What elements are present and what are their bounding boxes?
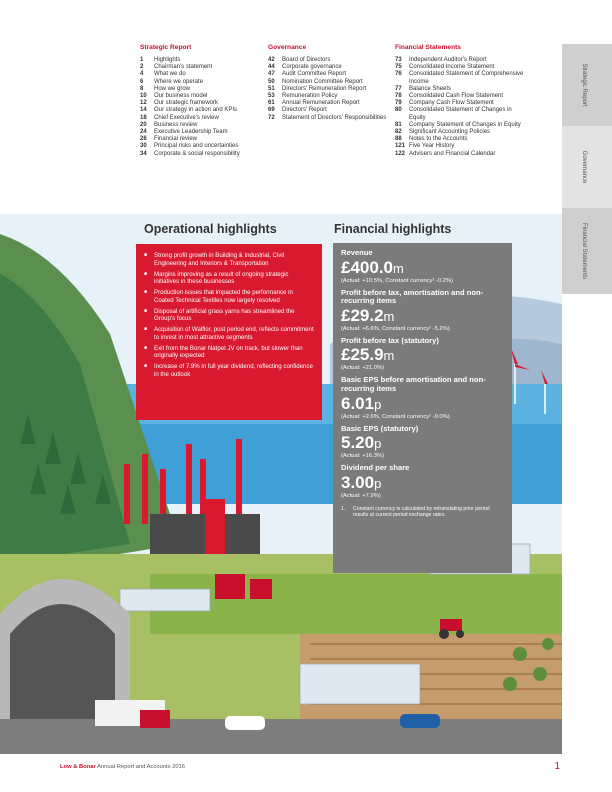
toc-label: Company Cash Flow Statement xyxy=(409,100,494,107)
toc-label: Where we operate xyxy=(154,78,204,85)
toc-label: What we do xyxy=(154,71,186,78)
financial-metric-value: 6.01 xyxy=(341,393,375,413)
field-band xyxy=(150,574,562,634)
operational-highlight-text: Strong profit growth in Building & Industrial, Civil Engineering and Interiors & Transportation xyxy=(154,252,285,267)
toc-label: Nomination Committee Report xyxy=(282,78,363,85)
financial-metric-value-line xyxy=(341,258,504,278)
operational-highlight-item xyxy=(144,363,314,378)
financial-metric-value-line xyxy=(341,394,504,414)
toc-item[interactable] xyxy=(140,93,262,100)
side-tab-governance[interactable] xyxy=(562,126,612,208)
toc-label: Principal risks and uncertainties xyxy=(154,143,239,150)
toc-item[interactable] xyxy=(268,115,396,122)
toc-page-number: 30 xyxy=(140,143,147,150)
factory-tower xyxy=(205,499,225,559)
bullet-icon: ■ xyxy=(144,307,148,314)
financial-metric-unit: p xyxy=(374,475,382,491)
financial-metric-change: (Actual: +10.5%, Constant currency¹ -0.2%) xyxy=(341,277,453,284)
financial-metric-unit: p xyxy=(374,396,382,412)
financial-highlights-list xyxy=(341,249,504,500)
toc-item[interactable] xyxy=(140,122,262,129)
constant-currency-note xyxy=(341,506,504,519)
bullet-icon: ■ xyxy=(144,363,148,370)
toc-label: Consolidated Statement of Changes in Equity xyxy=(409,107,512,121)
financial-metric-change: (Actual: +21.0%) xyxy=(341,365,385,372)
financial-highlight-item xyxy=(341,289,504,333)
toc-item[interactable] xyxy=(140,143,262,150)
bullet-icon: ■ xyxy=(144,252,148,258)
financial-metric-value-line xyxy=(341,345,504,365)
bullet-icon: ■ xyxy=(144,326,148,333)
toc-item[interactable] xyxy=(140,151,262,158)
tractor-wheel-2 xyxy=(456,630,464,638)
toc-governance-column xyxy=(268,44,396,122)
note-number: 1. xyxy=(341,505,346,512)
toc-governance-list xyxy=(268,57,396,122)
toc-item[interactable] xyxy=(268,64,396,71)
toc-page-number: 82 xyxy=(395,129,402,136)
toc-page-number: 34 xyxy=(140,150,147,157)
blue-car xyxy=(400,714,440,728)
white-car xyxy=(225,716,265,730)
toc-label: Our business model xyxy=(154,93,208,100)
toc-label: Highlights xyxy=(154,57,181,63)
toc-item[interactable] xyxy=(395,64,530,71)
toc-label: Our strategic framework xyxy=(154,100,219,107)
financial-metric-value: 3.00 xyxy=(341,472,375,492)
toc-page-number: 24 xyxy=(140,129,147,136)
side-tab-strategic[interactable] xyxy=(562,44,612,126)
operational-highlights-box xyxy=(136,244,322,420)
operational-highlight-item xyxy=(144,289,314,304)
toc-financial-list xyxy=(395,57,530,158)
side-tab-governance-label: Governance xyxy=(581,150,587,184)
financial-metric-value: £400.0 xyxy=(341,257,393,277)
financial-highlight-item xyxy=(341,337,504,373)
toc-financial-title: Financial Statements xyxy=(395,44,461,51)
toc-item[interactable] xyxy=(395,93,530,100)
toc-item[interactable] xyxy=(140,79,262,86)
toc-page-number: 6 xyxy=(140,78,144,85)
toc-page-number: 69 xyxy=(268,107,275,114)
toc-page-number: 80 xyxy=(395,107,402,114)
operational-highlight-text: Production issues that impacted the performance in Coated Technical Textiles now largely resolved xyxy=(154,289,293,304)
toc-governance-title: Governance xyxy=(268,44,307,51)
toc-item[interactable] xyxy=(268,93,396,100)
toc-label: Board of Directors xyxy=(282,57,331,63)
toc-page-number: 44 xyxy=(268,64,275,71)
toc-page-number: 51 xyxy=(268,85,275,92)
toc-strategic-list xyxy=(140,57,262,158)
toc-label: Chairman's statement xyxy=(154,64,213,71)
financial-highlight-item xyxy=(341,425,504,461)
financial-highlights-box xyxy=(333,243,512,573)
side-tab-financial[interactable] xyxy=(562,208,612,294)
toc-page-number: 81 xyxy=(395,121,402,128)
toc-label: Significant Accounting Policies xyxy=(409,129,491,136)
note-text: Constant currency is calculated by retranslating prior period results at current period exchange rates. xyxy=(353,505,490,519)
operational-highlight-text: Disposal of artificial grass yarns has streamlined the Group's focus xyxy=(154,307,295,323)
toc-page-number: 20 xyxy=(140,121,147,128)
operational-highlight-text: Exit from the Bonar Natpet JV on track, but slower than originally expected xyxy=(154,344,303,360)
red-barn xyxy=(215,574,245,599)
toc-item[interactable] xyxy=(140,86,262,93)
toc-label: Consolidated Income Statement xyxy=(409,64,495,71)
bullet-icon: ■ xyxy=(144,344,148,351)
toc-label: Executive Leadership Team xyxy=(154,129,228,136)
toc-page-number: 75 xyxy=(395,64,402,71)
toc-page-number: 122 xyxy=(395,150,406,157)
financial-metric-value-line xyxy=(341,473,504,493)
toc-item[interactable] xyxy=(395,143,530,150)
toc-page-number: 10 xyxy=(140,93,147,100)
toc-label: Audit Committee Report xyxy=(282,71,347,78)
financial-metric-value: 5.20 xyxy=(341,433,375,453)
toc-label: Remuneration Policy xyxy=(282,93,338,100)
toc-page-number: 14 xyxy=(140,107,147,114)
financial-metric-label: Profit before tax, amortisation and non-recurring items xyxy=(341,287,484,306)
bullet-icon: ■ xyxy=(144,289,148,296)
toc-item[interactable] xyxy=(140,129,262,136)
operational-highlight-text: Margins improving as a result of ongoing strategic initiatives in these businesses xyxy=(154,270,289,286)
page-footer xyxy=(60,761,560,778)
toc-item[interactable] xyxy=(395,86,530,93)
toc-label: Corporate & social responsibility xyxy=(154,150,240,157)
toc-item[interactable] xyxy=(395,100,530,107)
financial-metric-value: £29.2 xyxy=(341,305,384,325)
toc-label: Balance Sheets xyxy=(409,85,452,92)
toc-page-number: 12 xyxy=(140,100,147,107)
operational-highlight-item xyxy=(144,345,314,360)
toc-page-number: 77 xyxy=(395,85,402,92)
financial-metric-unit: p xyxy=(374,436,382,452)
toc-label: Financial review xyxy=(154,136,198,143)
toc-item[interactable] xyxy=(140,64,262,71)
toc-item[interactable] xyxy=(140,107,262,114)
toc-item[interactable] xyxy=(395,136,530,143)
toc-strategic-column xyxy=(140,44,262,158)
toc-label: Our strategy in action and KPIs xyxy=(154,107,238,114)
toc-page-number: 88 xyxy=(395,136,402,143)
toc-item[interactable] xyxy=(140,115,262,122)
toc-page-number: 47 xyxy=(268,71,275,78)
toc-label: Advisers and Financial Calendar xyxy=(409,150,496,157)
toc-label: Chief Executive's review xyxy=(154,114,219,121)
toc-item[interactable] xyxy=(395,107,530,121)
red-barn-2 xyxy=(250,579,272,599)
toc-page-number: 42 xyxy=(268,57,275,63)
toc-item[interactable] xyxy=(268,107,396,114)
toc-item[interactable] xyxy=(268,57,396,64)
toc-label: Notes to the Accounts xyxy=(409,136,468,143)
footer-brand: Low & Bonar xyxy=(60,764,96,770)
toc-item[interactable] xyxy=(395,57,530,64)
toc-page-number: 61 xyxy=(268,100,275,107)
toc-page-number: 50 xyxy=(268,78,275,85)
toc-label: Consolidated Cash Flow Statement xyxy=(409,93,504,100)
side-tab-financial-label: Financial Statements xyxy=(581,222,587,280)
road xyxy=(0,719,562,754)
financial-metric-unit: m xyxy=(393,260,404,276)
toc-item[interactable] xyxy=(268,71,396,78)
financial-highlight-item xyxy=(341,249,504,285)
toc-label: Directors' Remuneration Report xyxy=(282,85,367,92)
financial-metric-value-line xyxy=(341,433,504,453)
toc-label: Five Year History xyxy=(409,143,455,150)
toc-page-number: 78 xyxy=(395,93,402,100)
financial-highlight-item xyxy=(341,376,504,420)
operational-highlight-item xyxy=(144,326,314,341)
operational-highlights-title: Operational highlights xyxy=(144,222,277,236)
toc-page-number: 2 xyxy=(140,64,144,71)
toc-label: Independent Auditor's Report xyxy=(409,57,487,63)
financial-metric-change: (Actual: +16.3%) xyxy=(341,453,385,460)
financial-metric-label: Revenue xyxy=(341,248,373,257)
bullet-icon: ■ xyxy=(144,270,148,277)
footer-text: Annual Report and Accounts 2016 xyxy=(97,764,186,770)
operational-highlight-text: Acquisition of Walflor, post period end, reflects commitment to invest in most attractive segments xyxy=(154,326,314,341)
financial-highlight-item xyxy=(341,464,504,500)
toc-page-number: 72 xyxy=(268,114,275,121)
toc-label: How we grow xyxy=(154,85,191,92)
financial-highlights-title: Financial highlights xyxy=(334,222,452,236)
financial-metric-label: Basic EPS before amortisation and non-recurring items xyxy=(341,375,486,393)
toc-label: Directors' Report xyxy=(282,107,327,114)
toc-item[interactable] xyxy=(140,71,262,78)
toc-page-number: 4 xyxy=(140,71,144,78)
operational-highlight-item xyxy=(144,252,314,267)
toc-page-number: 18 xyxy=(140,114,147,121)
financial-metric-label: Dividend per share xyxy=(341,463,410,473)
operational-highlight-item xyxy=(144,271,314,286)
toc-page-number: 53 xyxy=(268,93,275,100)
toc-page-number: 76 xyxy=(395,71,402,78)
toc-item[interactable] xyxy=(140,136,262,143)
toc-label: Consolidated Statement of Comprehensive Income xyxy=(409,71,524,85)
toc-item[interactable] xyxy=(268,86,396,93)
toc-financial-column xyxy=(395,44,530,158)
operational-highlight-text: Increase of 7.9% in full year dividend, reflecting confidence in the outlook xyxy=(154,363,313,379)
toc-strategic-title: Strategic Report xyxy=(140,44,192,51)
operational-highlight-item xyxy=(144,308,314,323)
toc-page-number: 8 xyxy=(140,85,144,92)
toc-item[interactable] xyxy=(395,129,530,136)
toc-page-number: 121 xyxy=(395,143,406,150)
toc-item[interactable] xyxy=(140,57,262,64)
financial-metric-unit: m xyxy=(383,308,395,324)
financial-metric-change: (Actual: +2.6%, Constant currency¹ -9.0%) xyxy=(341,413,450,420)
toc-item[interactable] xyxy=(395,71,530,85)
financial-metric-value-line xyxy=(341,306,504,326)
financial-metric-change: (Actual: +7.9%) xyxy=(341,492,381,499)
toc-item[interactable] xyxy=(395,151,530,158)
financial-metric-unit: m xyxy=(383,348,395,364)
toc-page-number: 1 xyxy=(140,57,144,63)
truck-cab xyxy=(140,710,170,728)
toc-label: Company Statement of Changes in Equity xyxy=(409,121,521,128)
table-of-contents xyxy=(140,44,560,214)
toc-page-number: 79 xyxy=(395,100,402,107)
tractor-wheel xyxy=(439,629,449,639)
toc-item[interactable] xyxy=(268,79,396,86)
toc-item[interactable] xyxy=(140,100,262,107)
toc-label: Business review xyxy=(154,121,198,128)
side-tab-strategic-label: Strategic Report xyxy=(581,63,587,107)
financial-metric-label: Basic EPS (statutory) xyxy=(341,423,419,433)
financial-metric-value: £25.9 xyxy=(341,345,384,365)
toc-item[interactable] xyxy=(268,100,396,107)
toc-page-number: 73 xyxy=(395,57,402,63)
toc-item[interactable] xyxy=(395,122,530,129)
toc-label: Annual Remuneration Report xyxy=(282,100,360,107)
toc-label: Statement of Directors' Responsibilities xyxy=(282,114,387,121)
financial-metric-label: Profit before tax (statutory) xyxy=(341,335,439,345)
financial-metric-change: (Actual: +6.6%, Constant currency¹ -5.2%) xyxy=(341,325,450,332)
page-number: 1 xyxy=(554,761,560,772)
toc-page-number: 26 xyxy=(140,136,147,143)
toc-label: Corporate governance xyxy=(282,64,342,71)
